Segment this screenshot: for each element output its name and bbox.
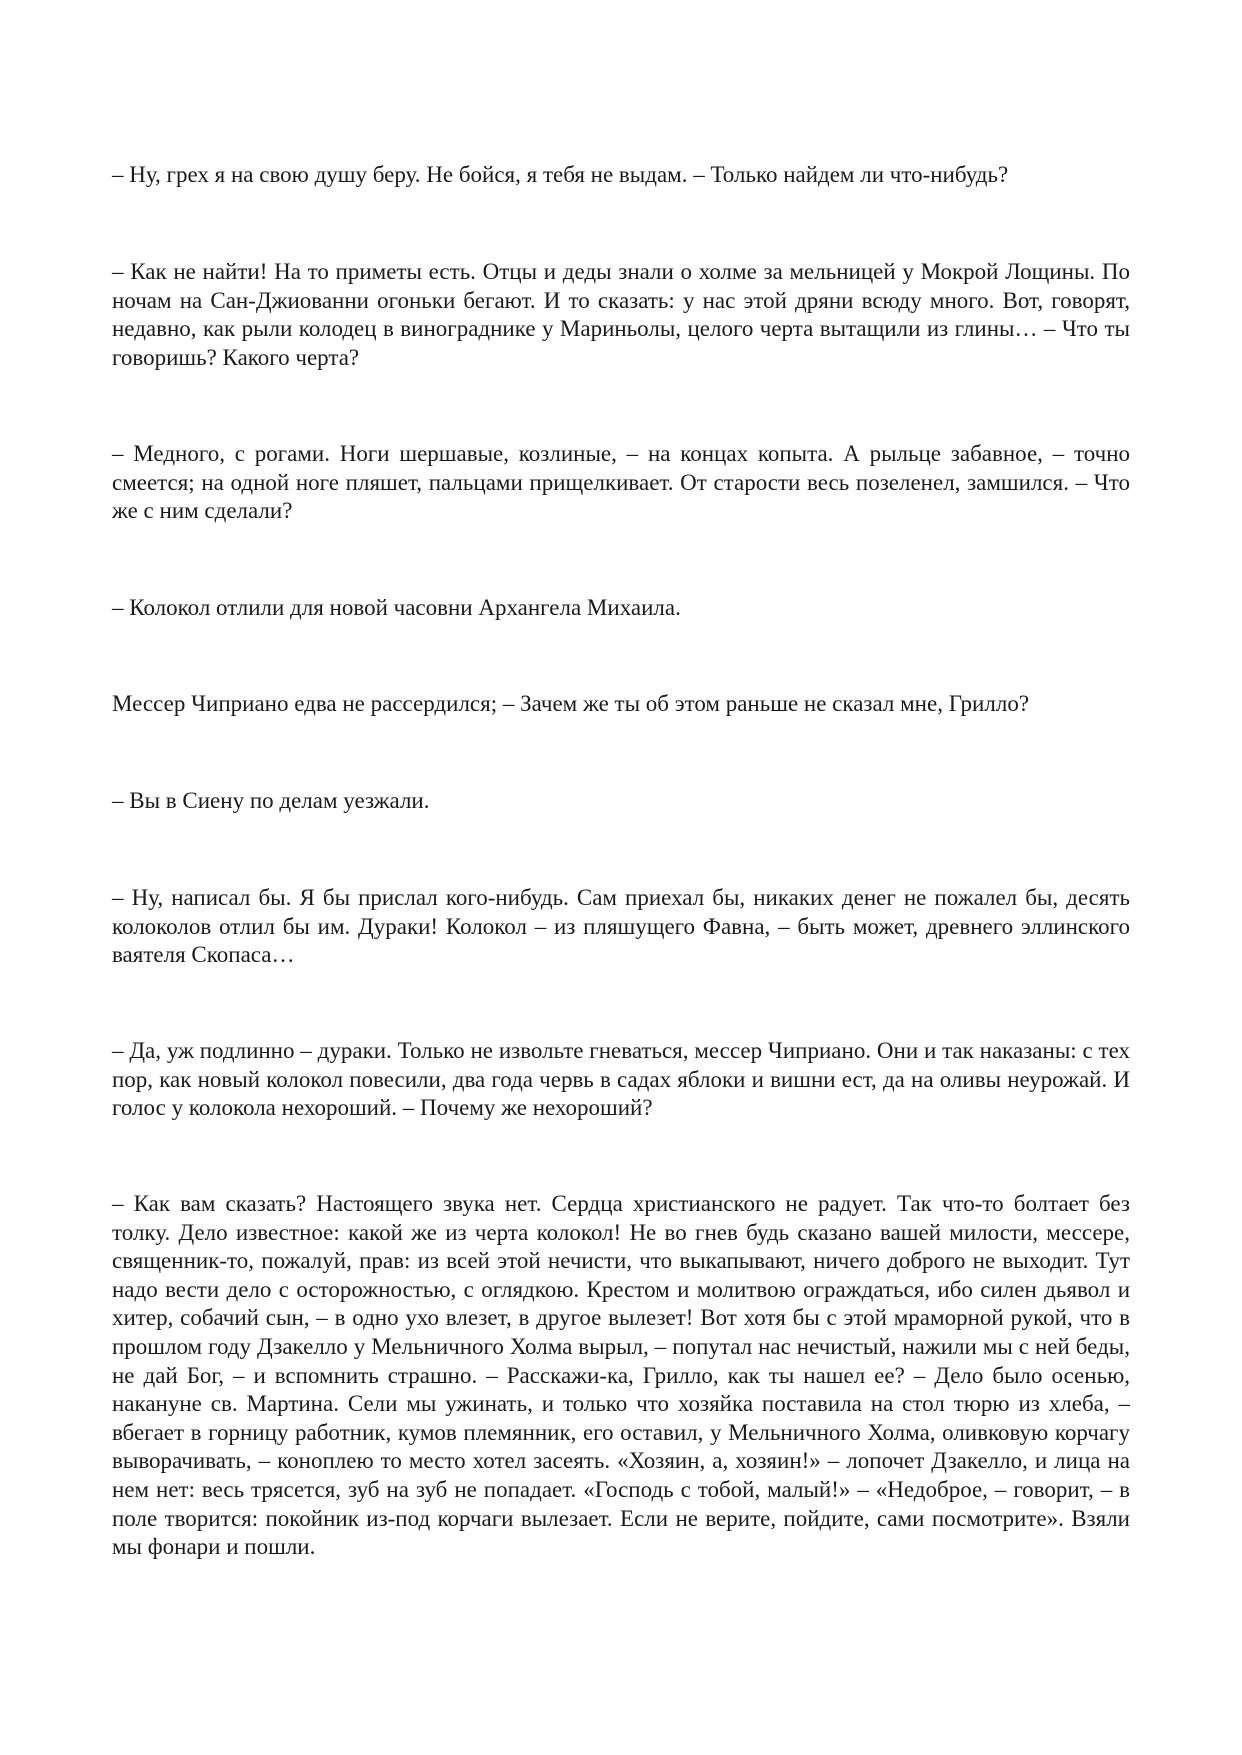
paragraph-1: – Ну, грех я на свою душу беру. Не бойся, я тебя не выдам. – Только найдем ли что-нибудь?	[112, 162, 1009, 187]
paragraph-4: – Колокол отлили для новой часовни Архангела Михаила.	[112, 595, 681, 620]
paragraph-5: Мессер Чиприано едва не рассердился; – Зачем же ты об этом раньше не сказал мне, Грилло?	[112, 691, 1030, 716]
paragraph-9: – Как вам сказать? Настоящего звука нет. Сердца христианского не радует. Так что-то болтает без толку. Дело известное: какой же из черта колокол! Не во гнев будь сказано вашей милости, мессере, священник-то, пожалуй, прав: из всей этой нечисти, что выкапывают, ничего доброго не выходит. Тут надо вести дело с осторожностью, с оглядкою. Крестом и молитвою ограждаться, ибо силен дьявол и хитер, собачий сын, – в одно ухо влезет, в другое вылезет! Вот хотя бы с этой мраморной рукой, что в прошлом году Дзакелло у Мельничного Холма вырыл, – попутал нас нечистый, нажили мы с ней беды, не дай Бог, – и вспомнить страшно. – Расскажи-ка, Грилло, как ты нашел ее? – Дело было осенью, накануне св. Мартина. Сели мы ужинать, и только что хозяйка поставила на стол тюрю из хлеба, – вбегает в горницу работник, кумов племянник, его оставил, у Мельничного Холма, оливковую корчагу выворачивать, – коноплею то место хотел засеять. «Хозяин, а, хозяин!» – лопочет Дзакелло, и лица на нем нет: весь трясется, зуб на зуб не попадает. «Господь с тобой, малый!» – «Недоброе, – говорит, – в поле творится: покойник из-под корчаги вылезает. Если не верите, пойдите, сами посмотрите». Взяли мы фонари и пошли.	[112, 1191, 1130, 1560]
paragraph-3: – Медного, с рогами. Ноги шершавые, козлиные, – на концах копыта. А рыльце забавное, – точно смеется; на одной ноге пляшет, пальцами прищелкивает. От старости весь позеленел, замшился. – Что же с ним сделали?	[112, 441, 1130, 524]
paragraph-6: – Вы в Сиену по делам уезжали.	[112, 788, 430, 813]
paragraph-7: – Ну, написал бы. Я бы прислал кого-нибудь. Сам приехал бы, никаких денег не пожалел бы, десять колоколов отлил бы им. Дураки! Колокол – из пляшущего Фавна, – быть может, древнего эллинского ваятеля Скопаса…	[112, 885, 1130, 968]
paragraph-2: – Как не найти! На то приметы есть. Отцы и деды знали о холме за мельницей у Мокрой Лощины. По ночам на Сан-Джиованни огоньки бегают. И то сказать: у нас этой дряни всюду много. Вот, говорят, недавно, как рыли колодец в винограднике у Мариньолы, целого черта вытащили из глины… – Что ты говоришь? Какого черта?	[112, 259, 1130, 370]
paragraph-8: – Да, уж подлинно – дураки. Только не извольте гневаться, мессер Чиприано. Они и так наказаны: с тех пор, как новый колокол повесили, два года червь в садах яблоки и вишни ест, да на оливы неурожай. И голос у колокола нехороший. – Почему же нехороший?	[112, 1038, 1130, 1121]
